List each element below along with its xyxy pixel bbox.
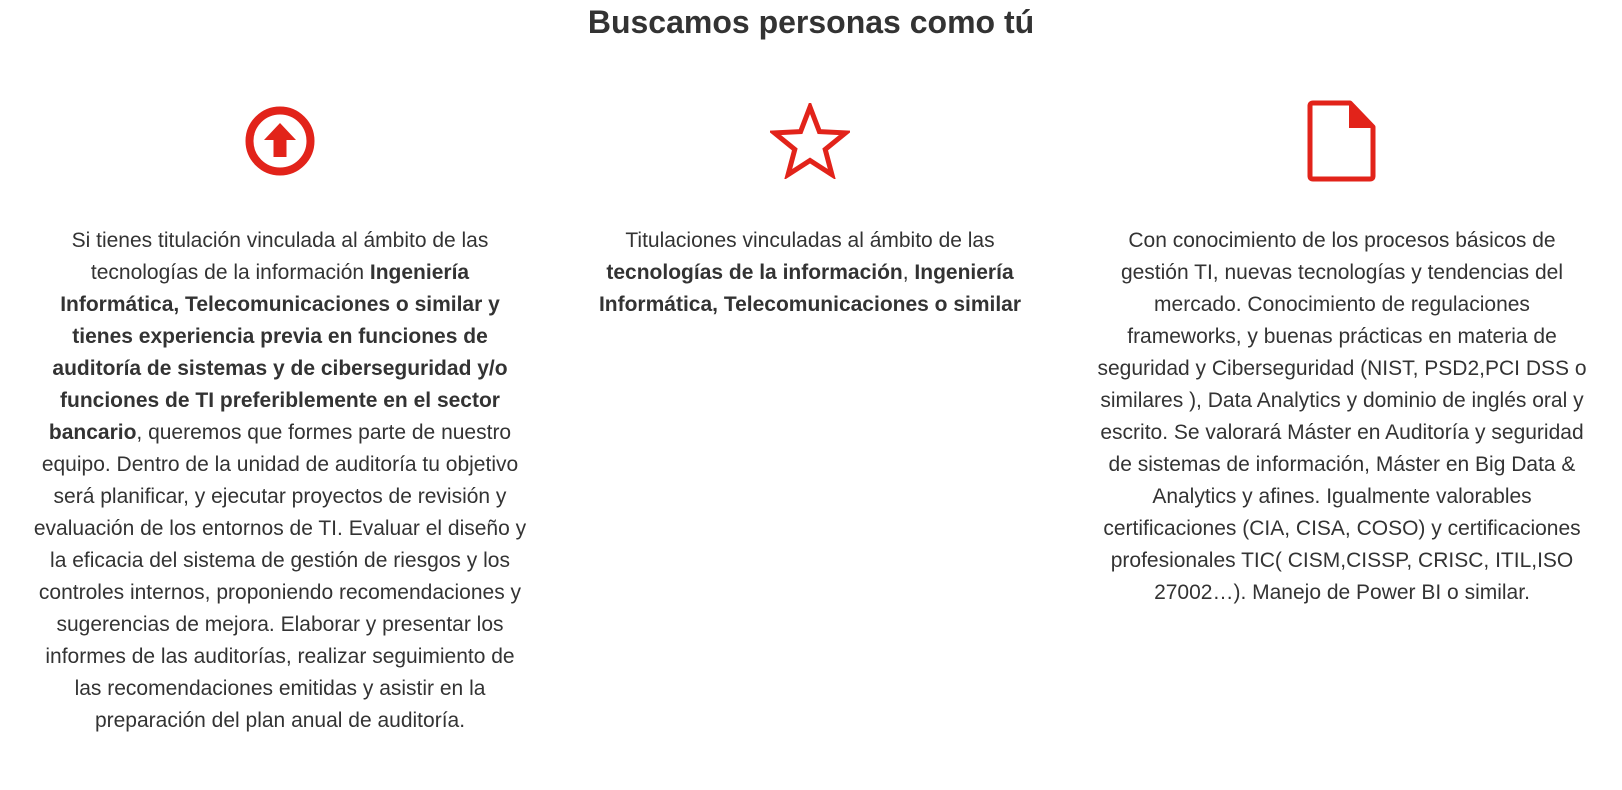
- text-segment: Si tienes titulación vinculada al ámbito de las tecnologías de la información: [71, 229, 489, 284]
- text-segment: ,: [902, 261, 915, 284]
- page-title: Buscamos personas como tú: [587, 4, 1035, 40]
- column-1-text: [30, 225, 530, 737]
- text-segment-bold: tecnologías de la información: [606, 261, 903, 284]
- star-icon: [768, 96, 852, 186]
- text-segment-bold: Ingeniería Informática, Telecomunicaciones o similar: [598, 261, 1022, 316]
- column-2-text: [572, 225, 1048, 321]
- text-segment: Con conocimiento de los procesos básicos de gestión TI, nuevas tecnologías y tendencias del mercado. Conocimiento de regulaciones frameworks, y buenas prácticas en materia de seguridad y Ciberseguridad (NIST, PSD2,PCI DSS o similares ), Data Analytics y dominio de inglés oral y escrito. Se valorará Máster en Auditoría y seguridad de sistemas de información, Máster en Big Data & Analytics y afines. Igualmente valorables certificaciones (CIA, CISA, COSO) y certificaciones profesionales TIC( CISM,CISSP, CRISC, ITIL,ISO 27002…). Manejo de Power BI o similar.: [1097, 229, 1587, 604]
- document-icon: [1300, 96, 1384, 186]
- column-3-text: [1097, 225, 1587, 609]
- arrow-up-circle-icon: [238, 96, 322, 186]
- text-segment-bold: Ingeniería Informática, Telecomunicaciones o similar y tienes experiencia previa en funciones de auditoría de sistemas y de ciberseguridad y/o funciones de TI preferiblemente en el sector bancario: [48, 261, 508, 444]
- text-segment: , queremos que formes parte de nuestro equipo. Dentro de la unidad de auditoría tu objetivo será planificar, y ejecutar proyectos de revisión y evaluación de los entornos de TI. Evaluar el diseño y la eficacia del sistema de gestión de riesgos y los controles internos, proponiendo recomendaciones y sugerencias de mejora. Elaborar y presentar los informes de las auditorías, realizar seguimiento de las recomendaciones emitidas y asistir en la preparación del plan anual de auditoría.: [33, 421, 527, 732]
- text-segment: Titulaciones vinculadas al ámbito de las: [625, 229, 995, 252]
